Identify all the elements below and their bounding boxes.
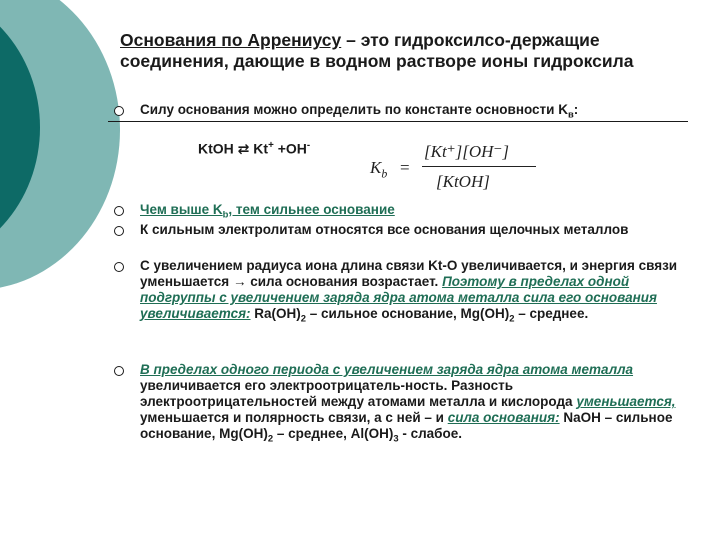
decreases-emphasis: уменьшается, (576, 394, 676, 409)
bullet-tail: : (573, 102, 579, 117)
bullet-kb-definition (140, 102, 685, 124)
kb-letter: K (370, 158, 382, 177)
title-definition: – это гидроксилсо-держащие соединения, дающие в водном растворе ионы гидроксила (120, 30, 634, 71)
bullet-text: увеличивается его электроотрицатель-ность. Разность электроотрицательностей между атомами металла и кислорода (140, 378, 577, 409)
mg-tail: – среднее, (273, 426, 351, 441)
bullet-subgroup-trend (140, 258, 685, 328)
naoh-formula: NaOH – сильное основание, (140, 410, 673, 441)
kb-denominator: [KtOH] (436, 172, 490, 191)
bullet-icon (114, 206, 124, 216)
bullet-text: Силу основания можно определить по константе основности K (140, 102, 568, 117)
al-subscript: 3 (393, 433, 399, 445)
reaction-anion: +OH (273, 140, 307, 157)
bullet-text: С увеличением радиуса иона длина связи Kt-O увеличивается, и энергия связи уменьшается → сила основания возрастает. (140, 258, 678, 289)
bullet-text-2: уменьшается и полярность связи, а с ней – и (140, 410, 448, 425)
anion-charge: - (306, 140, 311, 151)
mg-subscript: 2 (509, 313, 515, 325)
mg-formula: Mg(OH) (460, 306, 510, 321)
al-tail: - слабое. (398, 426, 463, 441)
al-formula: Al(OH) (350, 426, 394, 441)
mg-tail: – среднее. (514, 306, 589, 321)
reaction-cation: Kt (249, 140, 269, 157)
ra-tail: – сильное основание, (306, 306, 461, 321)
ra-formula: Ra(OH) (250, 306, 301, 321)
base-strength-emphasis: сила основания: (447, 410, 560, 425)
bullet-icon (114, 366, 124, 376)
bullet-period-trend (140, 362, 685, 448)
fraction-bar (422, 166, 536, 167)
slide-title (120, 30, 690, 72)
kb-subscript: в (567, 109, 574, 121)
cation-charge: + (268, 140, 274, 151)
bullet-alkali-metals: К сильным электролитам относятся все основания щелочных металлов (140, 222, 629, 237)
bullet-icon (114, 226, 124, 236)
mg-subscript: 2 (267, 433, 274, 445)
kb-numerator: [Kt⁺][OH⁻] (424, 142, 510, 161)
bullet-icon (114, 106, 124, 116)
title-term: Основания по Аррениусу (120, 30, 342, 50)
period-emphasis: В пределах одного периода с увеличением заряда ядра атома металла (140, 362, 634, 377)
ra-subscript: 2 (300, 313, 307, 325)
equals-sign: = (400, 158, 410, 177)
bullet-icon (114, 262, 124, 272)
reaction-equation (198, 140, 310, 158)
kb-letter-sub: b (381, 166, 388, 181)
mg-formula: Mg(OH) (219, 426, 268, 441)
kb-symbol (370, 158, 387, 181)
bullet-tail: , тем сильнее основание (228, 202, 395, 217)
subgroup-emphasis: Поэтому в пределах одной подгруппы с увеличением заряда ядра атома металла сила его основания увеличивается: (140, 274, 657, 321)
kb-formula (368, 142, 538, 196)
equilibrium-arrow-icon: ⇄ (237, 140, 250, 157)
reaction-reactant: KtOH (198, 140, 238, 157)
bullet-kb-strength (140, 202, 685, 224)
kb-subscript: b (222, 209, 229, 221)
bullet-text: Чем выше K (140, 202, 223, 217)
